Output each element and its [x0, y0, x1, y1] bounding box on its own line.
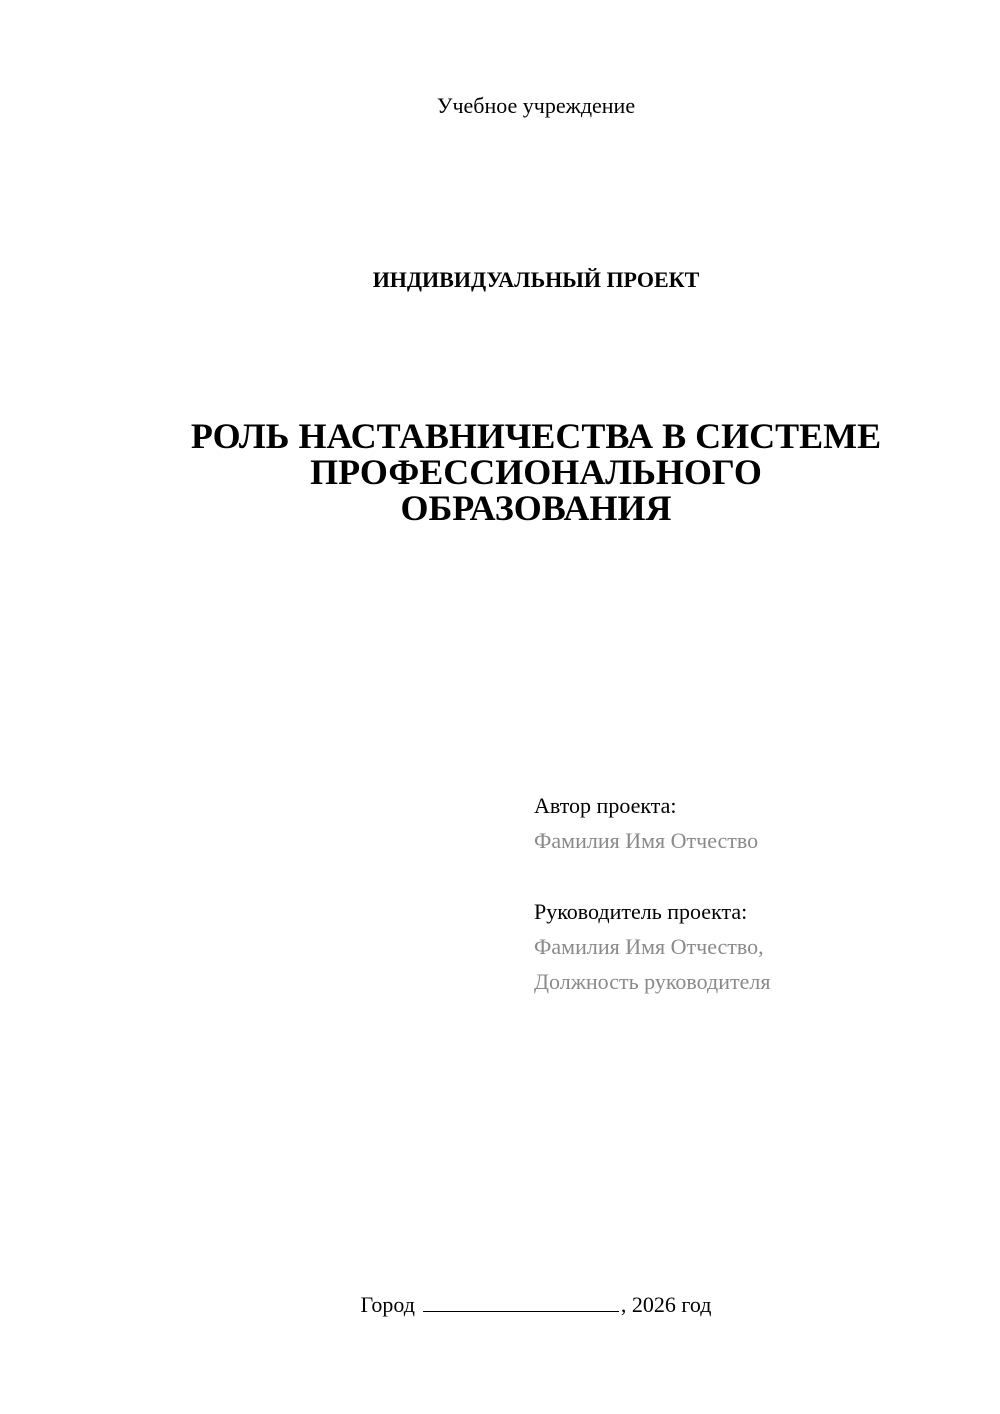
city-label: Город [360, 1292, 415, 1317]
authors-block [534, 788, 974, 999]
year-text: , 2026 год [620, 1292, 712, 1317]
footer-city-year [0, 1290, 1000, 1320]
project-title [136, 418, 936, 526]
spacer [534, 858, 974, 894]
supervisor-label: Руководитель проекта: [534, 899, 748, 924]
author-label: Автор проекта: [534, 793, 677, 818]
author-name-placeholder: Фамилия Имя Отчество [534, 828, 759, 853]
institution-name: Учебное учреждение [436, 93, 636, 118]
supervisor-position-placeholder: Должность руководителя [534, 969, 771, 994]
project-title-line-2: ПРОФЕССИОНАЛЬНОГО [310, 452, 762, 492]
project-type-heading: ИНДИВИДУАЛЬНЫЙ ПРОЕКТ [372, 267, 700, 292]
project-title-line-3: ОБРАЗОВАНИЯ [400, 488, 672, 528]
project-title-line-1: РОЛЬ НАСТАВНИЧЕСТВА В СИСТЕМЕ [190, 416, 882, 456]
supervisor-name-placeholder: Фамилия Имя Отчество, [534, 934, 764, 959]
city-blank-line [423, 1291, 619, 1312]
